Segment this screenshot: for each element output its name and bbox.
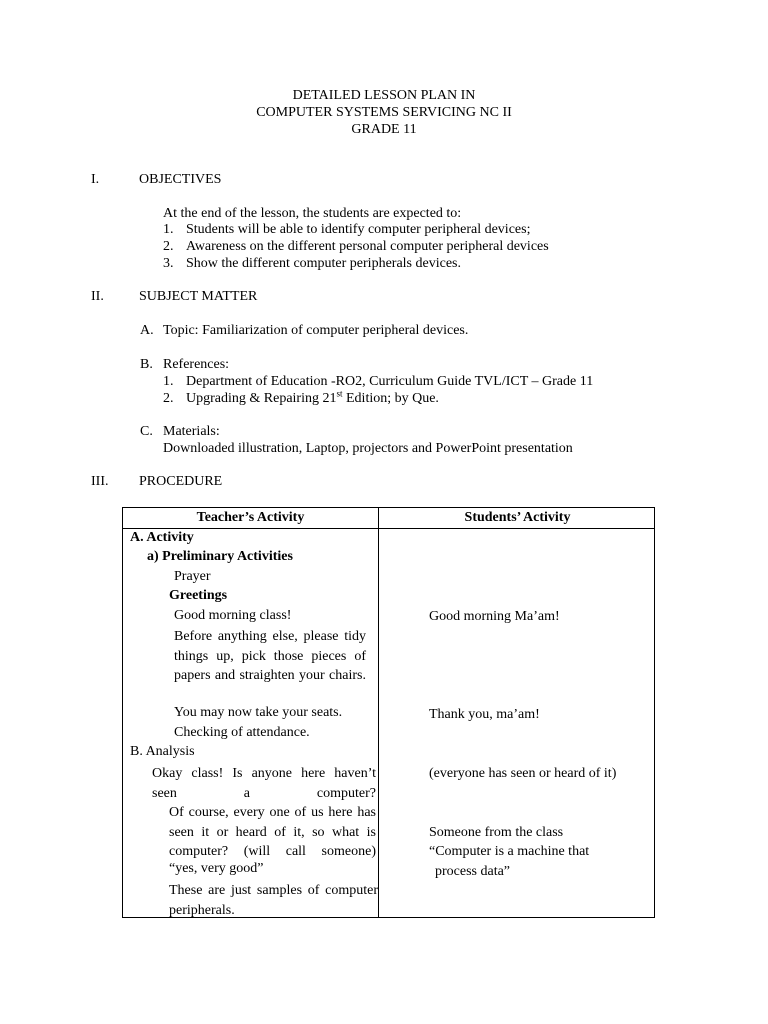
student-answer-line-2: process data”	[435, 864, 511, 879]
teacher-good-morning: Good morning class!	[174, 608, 292, 623]
topic-text: Topic: Familiarization of computer peripheral devices.	[163, 323, 469, 338]
greetings-heading: Greetings	[169, 588, 228, 603]
activity-heading: A. Activity	[130, 530, 194, 545]
section-title-procedure: PROCEDURE	[139, 474, 223, 489]
materials-letter: C.	[140, 424, 153, 439]
header-divider	[123, 528, 654, 529]
title-line-2: COMPUTER SYSTEMS SERVICING NC II	[256, 105, 512, 120]
teacher-attendance: Checking of attendance.	[174, 725, 310, 740]
objective-item: Students will be able to identify computer peripheral devices;	[186, 222, 531, 237]
teacher-explanation: Of course, every one of us here has seen it or heard of it, so what is computer? (will call someone)	[169, 805, 376, 859]
teacher-take-seats: You may now take your seats.	[174, 705, 343, 720]
section-title-objectives: OBJECTIVES	[139, 172, 222, 187]
section-title-subject-matter: SUBJECT MATTER	[139, 289, 258, 304]
student-everyone: (everyone has seen or heard of it)	[429, 766, 617, 781]
objectives-intro: At the end of the lesson, the students are expected to:	[163, 206, 462, 221]
objective-num: 2.	[163, 239, 174, 254]
reference-item: Department of Education -RO2, Curriculum Guide TVL/ICT – Grade 11	[186, 374, 594, 389]
references-label: References:	[163, 357, 230, 372]
topic-letter: A.	[140, 323, 154, 338]
section-number-2: II.	[91, 289, 104, 304]
teacher-samples: These are just samples of computer peripherals.	[169, 883, 378, 918]
title-line-1: DETAILED LESSON PLAN IN	[292, 88, 476, 103]
teacher-instructions: Before anything else, please tidy things up, pick those pieces of papers and straighten your chairs.	[174, 629, 366, 683]
student-thank-you: Thank you, ma’am!	[429, 707, 540, 722]
materials-text: Downloaded illustration, Laptop, projectors and PowerPoint presentation	[163, 441, 573, 456]
section-number-1: I.	[91, 172, 100, 187]
header-students-activity: Students’ Activity	[464, 510, 571, 525]
reference-num: 2.	[163, 391, 174, 406]
reference-item	[186, 388, 439, 407]
column-divider	[378, 508, 379, 917]
references-letter: B.	[140, 357, 153, 372]
teacher-praise: “yes, very good”	[169, 861, 264, 876]
preliminary-heading: a) Preliminary Activities	[147, 549, 293, 564]
reference-text-post: Edition; by Que.	[342, 391, 439, 406]
section-number-3: III.	[91, 474, 109, 489]
prayer-text: Prayer	[174, 569, 211, 584]
procedure-table	[122, 507, 655, 918]
objective-num: 3.	[163, 256, 174, 271]
materials-label: Materials:	[163, 424, 220, 439]
reference-superscript: st	[336, 388, 343, 399]
student-good-morning: Good morning Ma’am!	[429, 609, 560, 624]
student-answer-line-1: “Computer is a machine that	[429, 844, 590, 859]
objective-item: Awareness on the different personal computer peripheral devices	[186, 239, 549, 254]
student-someone: Someone from the class	[429, 825, 564, 840]
reference-text-pre: Upgrading & Repairing 21	[186, 391, 337, 406]
analysis-heading: B. Analysis	[130, 744, 195, 759]
reference-num: 1.	[163, 374, 174, 389]
teacher-question: Okay class! Is anyone here haven’t seen a computer?	[152, 766, 376, 801]
objective-num: 1.	[163, 222, 174, 237]
title-line-3: GRADE 11	[351, 122, 417, 137]
objective-item: Show the different computer peripherals devices.	[186, 256, 461, 271]
header-teacher-activity: Teacher’s Activity	[196, 510, 305, 525]
